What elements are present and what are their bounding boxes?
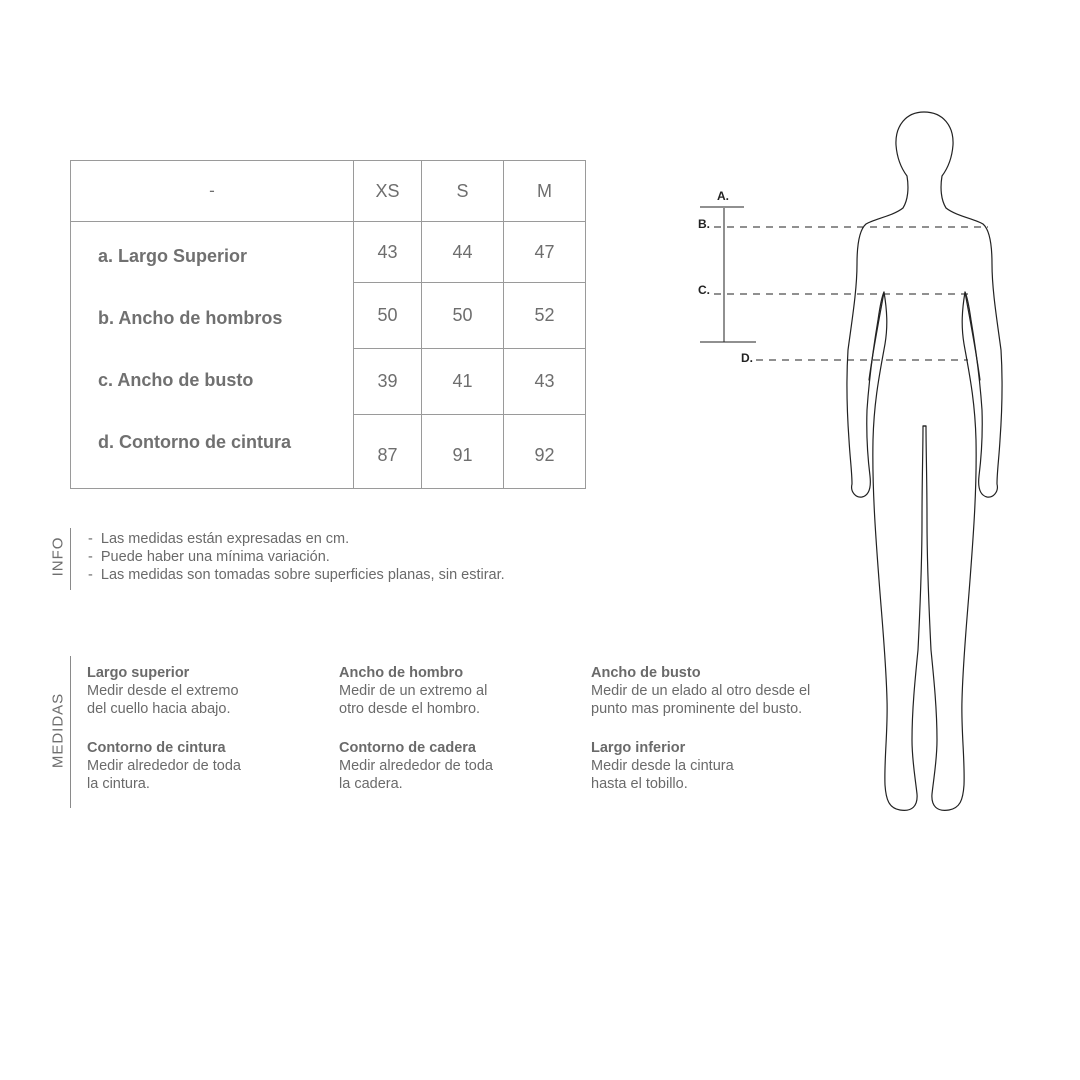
measure-guide-desc: la cadera. bbox=[339, 776, 403, 792]
info-item: - Las medidas están expresadas en cm. bbox=[88, 530, 505, 548]
mark-b: B. bbox=[698, 217, 710, 231]
medidas-tab-label: MEDIDAS bbox=[49, 692, 67, 769]
measure-guide-desc: Medir de un elado al otro desde el bbox=[591, 683, 811, 699]
table-row bbox=[71, 222, 586, 283]
measure-guide-desc: punto mas prominente del busto. bbox=[591, 701, 803, 717]
mark-d: D. bbox=[741, 351, 753, 365]
info-item: - Puede haber una mínima variación. bbox=[88, 548, 505, 566]
info-tab bbox=[48, 528, 71, 590]
measure-guide-title: Ancho de hombro bbox=[339, 665, 464, 681]
measure-guide-desc: del cuello hacia abajo. bbox=[87, 701, 231, 717]
info-tab-label: INFO bbox=[49, 536, 67, 577]
mark-a: A. bbox=[717, 189, 729, 203]
value-c-s: 41 bbox=[422, 349, 504, 415]
value-b-xs: 50 bbox=[354, 283, 422, 349]
measure-guide-desc: Medir alrededor de toda bbox=[87, 758, 241, 774]
value-c-m: 43 bbox=[504, 349, 586, 415]
info-item: - Las medidas son tomadas sobre superficies planas, sin estirar. bbox=[88, 566, 505, 584]
measure-guide-title: Largo inferior bbox=[591, 740, 686, 756]
size-header-m: M bbox=[504, 161, 586, 222]
table-header-row bbox=[71, 161, 586, 222]
table-corner: - bbox=[71, 161, 354, 222]
value-a-m: 47 bbox=[504, 222, 586, 283]
measure-guide-desc: Medir de un extremo al bbox=[339, 683, 488, 699]
measure-guide-title: Ancho de busto bbox=[591, 665, 701, 681]
measure-guide-title: Largo superior bbox=[87, 665, 190, 681]
value-d-s: 91 bbox=[422, 415, 504, 489]
body-outline bbox=[847, 112, 1002, 810]
measure-guide-desc: otro desde el hombro. bbox=[339, 701, 481, 717]
size-header-xs: XS bbox=[354, 161, 422, 222]
value-d-m: 92 bbox=[504, 415, 586, 489]
value-c-xs: 39 bbox=[354, 349, 422, 415]
measure-label-c: c. Ancho de busto bbox=[98, 369, 254, 390]
measure-labels-cell bbox=[71, 222, 354, 489]
measure-guide-contorno-cadera bbox=[339, 739, 589, 793]
value-a-xs: 43 bbox=[354, 222, 422, 283]
measure-guide-largo-superior bbox=[87, 664, 337, 718]
size-header-s: S bbox=[422, 161, 504, 222]
measure-guide-desc: Medir desde el extremo bbox=[87, 683, 239, 699]
value-b-m: 52 bbox=[504, 283, 586, 349]
medidas-tab bbox=[48, 656, 71, 808]
value-a-s: 44 bbox=[422, 222, 504, 283]
measure-guide-title: Contorno de cintura bbox=[87, 740, 226, 756]
measure-label-b: b. Ancho de hombros bbox=[98, 307, 283, 328]
measure-guide-desc: hasta el tobillo. bbox=[591, 776, 688, 792]
size-table bbox=[70, 160, 586, 489]
measure-guide-desc: Medir alrededor de toda bbox=[339, 758, 493, 774]
value-b-s: 50 bbox=[422, 283, 504, 349]
measure-guide-desc: Medir desde la cintura bbox=[591, 758, 734, 774]
body-figure-illustration bbox=[690, 100, 1010, 820]
value-d-xs: 87 bbox=[354, 415, 422, 489]
measure-label-a: a. Largo Superior bbox=[98, 245, 248, 266]
measurement-guides bbox=[700, 207, 988, 360]
mark-c: C. bbox=[698, 283, 710, 297]
info-list bbox=[88, 530, 505, 584]
measure-guide-contorno-cintura bbox=[87, 739, 337, 793]
measure-label-d: d. Contorno de cintura bbox=[98, 431, 291, 452]
measure-guide-desc: la cintura. bbox=[87, 776, 150, 792]
measure-guide-title: Contorno de cadera bbox=[339, 740, 476, 756]
measure-guide-ancho-hombro bbox=[339, 664, 589, 718]
